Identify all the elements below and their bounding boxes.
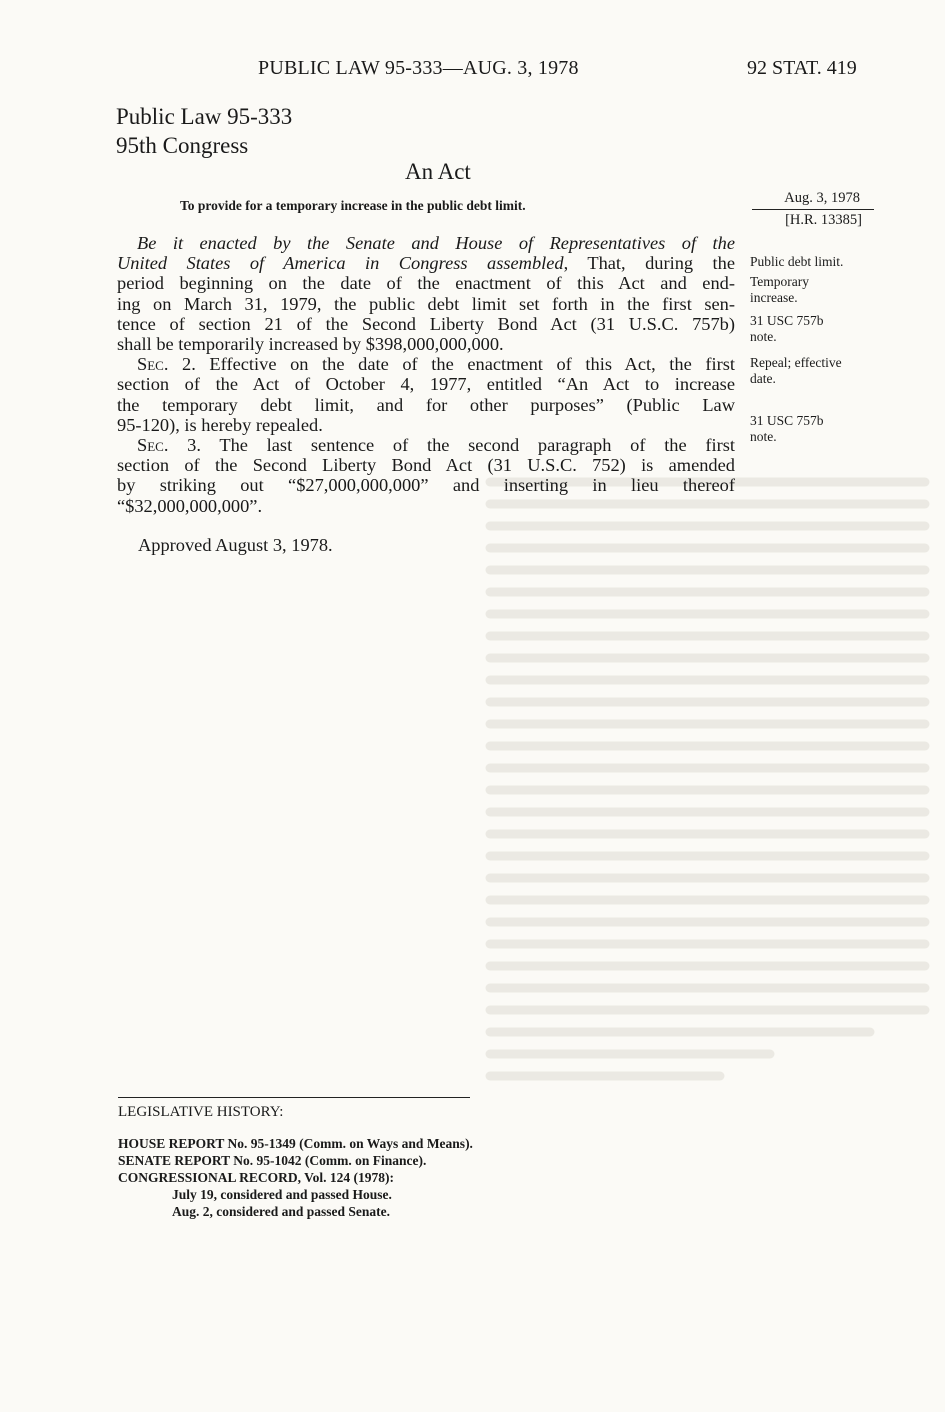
- congressional-record: CONGRESSIONAL RECORD, Vol. 124 (1978):: [118, 1170, 395, 1185]
- sec2-text-0: Effective on the date of the enactment of this Act, the first: [195, 354, 735, 375]
- margin-note-repeal: Repeal; effective date.: [750, 355, 842, 386]
- enacting-clause-line-2: United States of America in Congress assembled: [117, 253, 564, 274]
- sec3-text-1: section of the Second Liberty Bond Act (31 U.S.C. 752) is amended: [117, 455, 735, 476]
- act-purpose: To provide for a temporary increase in the public debt limit.: [180, 198, 526, 213]
- sec3-label: Sec. 3.: [137, 435, 201, 456]
- sec1-text-0: , That, during the: [563, 253, 735, 274]
- date-rule: [752, 209, 874, 210]
- congress-number: 95th Congress: [116, 133, 249, 158]
- senate-report: SENATE REPORT No. 95-1042 (Comm. on Finance).: [118, 1153, 427, 1168]
- sec3-text-0: The last sentence of the second paragraph of the first: [200, 435, 735, 456]
- public-law-number: Public Law 95-333: [116, 104, 293, 129]
- act-body: [117, 233, 735, 516]
- enactment-date-box: [752, 190, 874, 229]
- margin-note-temporary-increase: Temporary increase.: [750, 274, 810, 305]
- sec1-text-3: tence of section 21 of the Second Liberty Bond Act (31 U.S.C. 757b): [117, 313, 735, 334]
- approval-date: Approved August 3, 1978.: [138, 535, 333, 555]
- sec1-text-2: ing on March 31, 1979, the public debt limit set forth in the first sen-: [117, 293, 735, 314]
- house-report: HOUSE REPORT No. 95-1349 (Comm. on Ways and Means).: [118, 1136, 473, 1151]
- house-passage: July 19, considered and passed House.: [172, 1187, 392, 1202]
- sec3-text-3: “$32,000,000,000”.: [117, 495, 263, 516]
- margin-note-usc-1: 31 USC 757b note.: [750, 313, 824, 344]
- statute-page-number: 92 STAT. 419: [747, 57, 857, 79]
- sec2-text-1: section of the Act of October 4, 1977, entitled “An Act to increase: [117, 374, 735, 395]
- sec3-text-2: by striking out “$27,000,000,000” and inserting in lieu thereof: [117, 475, 735, 496]
- section-1: [117, 233, 735, 354]
- enactment-date: Aug. 3, 1978: [784, 190, 860, 206]
- section-2: [117, 354, 735, 435]
- act-title: An Act: [405, 159, 471, 184]
- margin-note-usc-2: 31 USC 757b note.: [750, 413, 824, 444]
- bill-number: [H.R. 13385]: [785, 212, 862, 228]
- sec2-text-2: the temporary debt limit, and for other purposes” (Public Law: [117, 394, 735, 415]
- enacting-clause-line-1: Be it enacted by the Senate and House of Representatives of the: [137, 233, 735, 253]
- legislative-history-heading: LEGISLATIVE HISTORY:: [118, 1104, 284, 1120]
- sec1-text-1: period beginning on the date of the enactment of this Act and end-: [117, 273, 735, 294]
- margin-note-public-debt-limit: Public debt limit.: [750, 254, 844, 269]
- sec2-label: Sec. 2.: [137, 354, 196, 375]
- running-header: PUBLIC LAW 95-333—AUG. 3, 1978: [258, 57, 579, 79]
- sec1-text-4: shall be temporarily increased by $398,000,000,000.: [117, 334, 504, 355]
- section-3: [117, 435, 735, 516]
- senate-passage: Aug. 2, considered and passed Senate.: [172, 1204, 391, 1219]
- sec2-text-3: 95-120), is hereby repealed.: [117, 414, 323, 435]
- legislative-history-rule: [118, 1097, 470, 1098]
